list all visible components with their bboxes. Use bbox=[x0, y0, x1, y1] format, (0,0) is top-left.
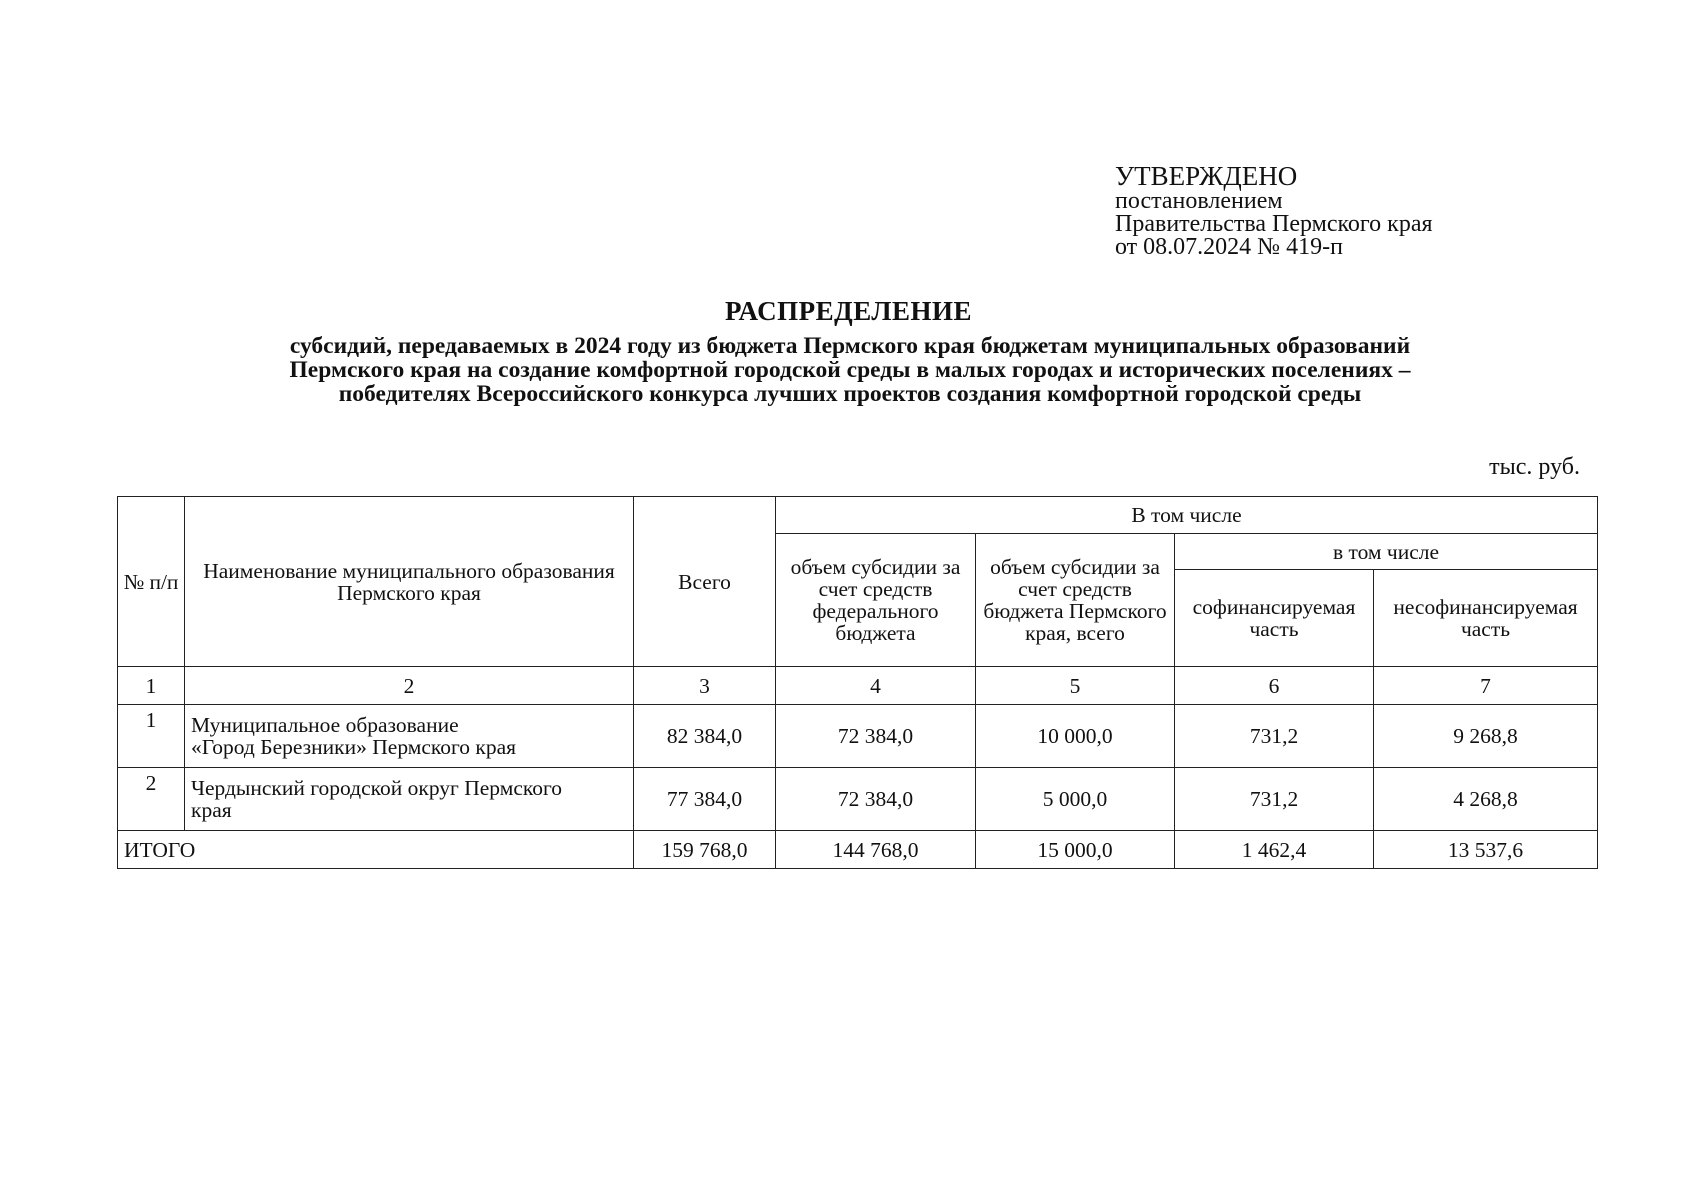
header-cofinanced: софинансируемая часть bbox=[1175, 570, 1374, 667]
total-noncofinanced: 13 537,6 bbox=[1374, 831, 1598, 869]
total-cofinanced: 1 462,4 bbox=[1175, 831, 1374, 869]
row-regional: 10 000,0 bbox=[976, 705, 1175, 768]
row-name-line: Муниципальное образование bbox=[191, 713, 459, 737]
table-row bbox=[118, 705, 1598, 768]
column-number: 5 bbox=[976, 667, 1175, 705]
distribution-table bbox=[117, 496, 1598, 869]
total-label: ИТОГО bbox=[118, 831, 634, 869]
total-federal: 144 768,0 bbox=[776, 831, 976, 869]
header-regional: объем субсидии за счет средств бюджета Пермского края, всего bbox=[976, 534, 1175, 667]
column-number: 4 bbox=[776, 667, 976, 705]
approval-line: Правительства Пермского края bbox=[1115, 211, 1433, 237]
row-cofinanced: 731,2 bbox=[1175, 705, 1374, 768]
document-subtitle bbox=[100, 334, 1600, 406]
header-total: Всего bbox=[634, 497, 776, 667]
row-noncofinanced: 4 268,8 bbox=[1374, 768, 1598, 831]
row-name-line: «Город Березники» Пермского края bbox=[191, 735, 517, 759]
column-number: 3 bbox=[634, 667, 776, 705]
row-federal: 72 384,0 bbox=[776, 705, 976, 768]
subtitle-line: победителях Всероссийского конкурса лучших проектов создания комфортной городской среды bbox=[338, 381, 1362, 407]
header-noncofinanced: несофинансируемая часть bbox=[1374, 570, 1598, 667]
header-including: В том числе bbox=[776, 497, 1598, 534]
subtitle-line: субсидий, передаваемых в 2024 году из бюджета Пермского края бюджетам муниципальных образований bbox=[289, 333, 1411, 359]
row-regional: 5 000,0 bbox=[976, 768, 1175, 831]
header-name: Наименование муниципального образования Пермского края bbox=[185, 497, 634, 667]
approval-stamp: УТВЕРЖДЕНО bbox=[1115, 161, 1298, 191]
row-total: 77 384,0 bbox=[634, 768, 776, 831]
row-federal: 72 384,0 bbox=[776, 768, 976, 831]
column-number: 6 bbox=[1175, 667, 1374, 705]
total-row bbox=[118, 831, 1598, 869]
row-noncofinanced: 9 268,8 bbox=[1374, 705, 1598, 768]
header-number: № п/п bbox=[118, 497, 185, 667]
column-number: 1 bbox=[118, 667, 185, 705]
subtitle-line: Пермского края на создание комфортной городской среды в малых городах и исторических поселениях – bbox=[289, 357, 1411, 383]
row-name-line: Чердынский городской округ Пермского bbox=[191, 776, 563, 800]
row-name bbox=[185, 705, 634, 768]
column-number: 7 bbox=[1374, 667, 1598, 705]
approval-line: постановлением bbox=[1115, 188, 1283, 214]
document-title: РАСПРЕДЕЛЕНИЕ bbox=[724, 296, 973, 326]
total-regional: 15 000,0 bbox=[976, 831, 1175, 869]
table-row bbox=[118, 768, 1598, 831]
header-federal: объем субсидии за счет средств федерального бюджета bbox=[776, 534, 976, 667]
approval-block bbox=[1115, 162, 1433, 259]
column-number-row bbox=[118, 667, 1598, 705]
units-label: тыс. руб. bbox=[1489, 454, 1580, 480]
approval-date: от 08.07.2024 № 419-п bbox=[1115, 234, 1343, 260]
row-total: 82 384,0 bbox=[634, 705, 776, 768]
row-cofinanced: 731,2 bbox=[1175, 768, 1374, 831]
header-including-sub: в том числе bbox=[1175, 534, 1598, 570]
row-number: 2 bbox=[118, 768, 185, 831]
total-total: 159 768,0 bbox=[634, 831, 776, 869]
row-number: 1 bbox=[118, 705, 185, 768]
row-name-line: края bbox=[191, 798, 232, 822]
column-number: 2 bbox=[185, 667, 634, 705]
row-name bbox=[185, 768, 634, 831]
